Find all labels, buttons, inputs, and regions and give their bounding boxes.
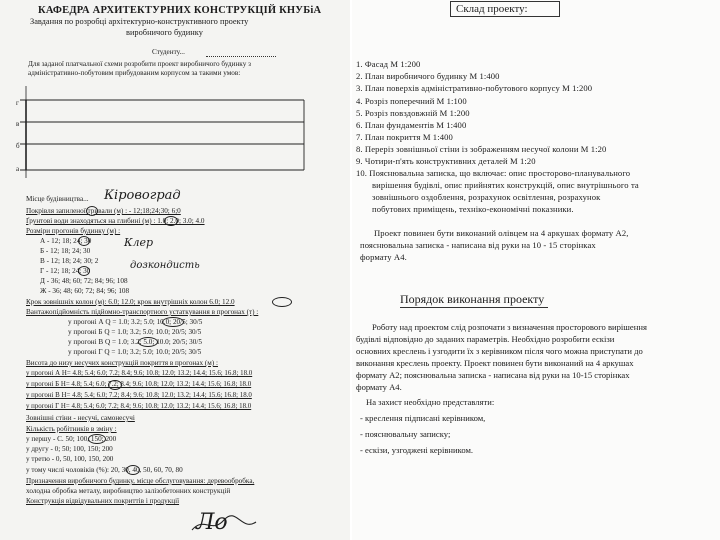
- height-v: у прогоні В Н= 4.8; 5.4; 6.0; 7.2; 8.4; 9.6; 10.8; 12.0; 13.2; 14.4; 15.6; 16.8; 18.0: [26, 392, 252, 399]
- axis-label-b: б: [16, 142, 20, 150]
- composition-item-10-cont-3: побутових приміщень, техніко-економічні показники.: [372, 204, 574, 214]
- crane-v: у прогоні В Q = 1.0; 3.2; 5.0; 10.0; 20/5; 30/5: [68, 338, 202, 346]
- building-scheme: [14, 82, 314, 180]
- field-crane-heading: Вантажопідйомність підйомно-транспортного устаткування в прогонах (т) :: [26, 308, 259, 316]
- composition-item-6: 6. План фундаментів М 1:400: [356, 120, 467, 130]
- assignment-page: [0, 0, 350, 540]
- field-structure: Конструкція відвідувальних покриттів і продукції: [26, 497, 180, 505]
- format-note-2: пояснювальна записка - написана від руки на 10 - 15 сторінках: [360, 240, 596, 250]
- selection-circle: [78, 266, 90, 276]
- order-text-3: основних креслень і узгодити їх з керівником після чого можна приступати до: [356, 346, 643, 356]
- selection-circle: [272, 297, 292, 307]
- selection-circle: [162, 317, 184, 327]
- submit-item-2: - пояснювальну записку;: [360, 429, 451, 439]
- crane-g: у прогоні Г Q = 1.0; 3.2; 5.0; 10.0; 20/5; 30/5: [68, 348, 202, 356]
- span-d: Д - 36; 48; 60; 72; 84; 96; 108: [40, 277, 128, 285]
- submit-item-3: - ескізи, узгоджені керівником.: [360, 445, 474, 455]
- field-roof: Покрівля запиленої тривали (м) : - 12;18;24;30; 6;0: [26, 207, 181, 215]
- assignment-subtitle: Завдання по розробці архітектурно-конструктивного проекту: [30, 17, 249, 26]
- span-g: Г - 12; 18; 24; 30: [40, 267, 91, 275]
- axis-label-g: г: [16, 99, 19, 107]
- submit-item-1: - креслення підписані керівником,: [360, 413, 486, 423]
- order-text-4: виконання креслень проекту. Проект повинен бути виконаний на 4 аркушах: [356, 358, 634, 368]
- composition-item-10-cont-1: вирішення будівлі, опис прийнятих конструкцій, опис внутрішнього та: [372, 180, 639, 190]
- composition-item-10: 10. Пояснювальна записка, що включає: опис просторово-планувального: [356, 168, 631, 178]
- span-zh: Ж - 36; 48; 60; 72; 84; 96; 108: [40, 287, 130, 295]
- crane-a: у прогоні А Q = 1.0; 3.2; 5.0; 10.0; 20/5; 30/5: [68, 318, 203, 326]
- span-v: В - 12; 18; 24; 30; 2: [40, 257, 99, 265]
- handwritten-note-1: Клер: [124, 236, 154, 249]
- crane-b: у прогоні Б Q = 1.0; 3.2; 5.0; 10.0; 20/5; 30/5: [68, 328, 202, 336]
- axis-label-a: а: [16, 165, 20, 173]
- workers-men-percent: у тому числі чоловіків (%): 20, 30, 40, 50, 60, 70, 80: [26, 466, 183, 474]
- composition-item-9: 9. Чотири-п'ять конструктивних деталей М 1:20: [356, 156, 536, 166]
- height-a: у прогоні А Н= 4.8; 5.4; 6.0; 7.2; 8.4; 9.6; 10.8; 12.0; 13.2; 14.4; 15.6; 16.8; 18.0: [26, 370, 253, 377]
- location-handwriting: Кіровоград: [104, 188, 181, 203]
- workers-shift-2: у другу - 0; 50; 100, 150; 200: [26, 445, 113, 453]
- composition-item-5: 5. Розріз повздовжній М 1:200: [356, 108, 470, 118]
- composition-item-10-cont-2: зовнішнього оздоблення, розрахунок освітлення, розрахунок: [372, 192, 601, 202]
- selection-circle: [138, 337, 158, 347]
- student-line: Студенту...: [152, 48, 185, 56]
- signature: Ло: [196, 510, 228, 535]
- assignment-subtitle-2: виробничого будинку: [126, 28, 203, 37]
- submit-intro: На захист необхідно представляти:: [366, 397, 495, 407]
- composition-title: Склад проекту:: [456, 3, 528, 15]
- order-title: Порядок виконання проекту: [400, 292, 545, 306]
- intro-line-1: Для заданої платчальної схеми розробити проект виробничого будинку з: [28, 60, 251, 68]
- selection-circle: [86, 206, 98, 216]
- field-height-heading: Висота до низу несучих конструкцій покриття в прогонах (м) :: [26, 359, 218, 367]
- field-groundwater: Ґрунтові води знаходяться на глибині (м) : 1.0; 2.0; 3.0; 4.0: [26, 217, 205, 225]
- workers-shift-1: у першу - С. 50; 100, 150; 200: [26, 435, 117, 443]
- height-g: у прогоні Г Н= 4.8; 5.4; 6.0; 7.2; 8.4; 9.6; 10.8; 12.0; 13.2; 14.4; 15.6; 16.8; 18.0: [26, 403, 252, 410]
- height-b: у прогоні Б Н= 4.8; 5.4; 6.0; 7.2; 8.4; 9.6; 10.8; 12.0; 13.2; 14.4; 15.6; 16.8; 18.0: [26, 381, 252, 388]
- composition-item-8: 8. Переріз зовнішньої стіни із зображенням несучої колони М 1:20: [356, 144, 607, 154]
- selection-circle: [126, 465, 140, 475]
- field-column-step: Крок зовнішніх колон (м): 6.0; 12.0; крок внутрішніх колон 6.0; 12.0: [26, 298, 235, 306]
- purpose-cont: холодна обробка металу, виробництво залізобетонних конструкцій: [26, 487, 231, 495]
- selection-circle: [108, 380, 122, 390]
- intro-line-2: адміністративно-побутовим прибудованим корпусом за такими умов:: [28, 69, 241, 77]
- span-b: Б - 12; 18; 24; 30: [40, 247, 91, 255]
- project-requirements-page: [352, 0, 720, 540]
- composition-item-3: 3. План поверхів адміністративно-побутового корпусу М 1:200: [356, 83, 593, 93]
- selection-circle: [88, 434, 106, 444]
- department-title: КАФЕДРА АРХИТЕКТУРНИХ КОНСТРУКЦІЙ КНУБіА: [38, 5, 322, 16]
- signature-stroke: [190, 512, 260, 536]
- composition-item-1: 1. Фасад М 1:200: [356, 59, 421, 69]
- field-purpose: Призначення виробничого будинку, місце обслуговування: деревообробка,: [26, 477, 255, 485]
- location-line: Місце будівництва...: [26, 195, 89, 203]
- order-text-2: будівлі відповідно до заданих параметрів. Необхідно розробити ескізи: [356, 334, 615, 344]
- selection-circle: [164, 216, 178, 226]
- order-text-1: Роботу над проектом слід розпочати з визначення просторового вирішення: [372, 322, 647, 332]
- field-workers-heading: Кількість робітників в зміну :: [26, 425, 117, 433]
- composition-item-7: 7. План покриття М 1:400: [356, 132, 453, 142]
- field-spans-heading: Розміри прогонів будинку (м) :: [26, 227, 121, 235]
- span-a: А - 12; 18; 24; 30: [40, 237, 92, 245]
- composition-title-box: [450, 1, 560, 17]
- order-text-5: формату А2; пояснювальна записка - написана від руки на 10-15 сторінках: [356, 370, 630, 380]
- selection-circle: [78, 236, 90, 246]
- axis-label-v: в: [16, 120, 20, 128]
- field-external-walls: Зовнішні стіни - несучі, самонесучі: [26, 414, 135, 422]
- order-title-underline: [400, 307, 548, 308]
- order-text-6: формату А4.: [356, 382, 402, 392]
- composition-item-4: 4. Розріз поперечний М 1:100: [356, 96, 467, 106]
- student-underline: [206, 56, 276, 57]
- handwritten-note-2: дозкондисть: [130, 260, 200, 271]
- composition-item-2: 2. План виробничого будинку М 1:400: [356, 71, 500, 81]
- format-note-3: формату А4.: [360, 252, 407, 262]
- workers-shift-3: у третю - 0, 50, 100, 150, 200: [26, 455, 114, 463]
- format-note-1: Проект повинен бути виконаний олівцем на 4 аркушах формату А2,: [374, 228, 629, 238]
